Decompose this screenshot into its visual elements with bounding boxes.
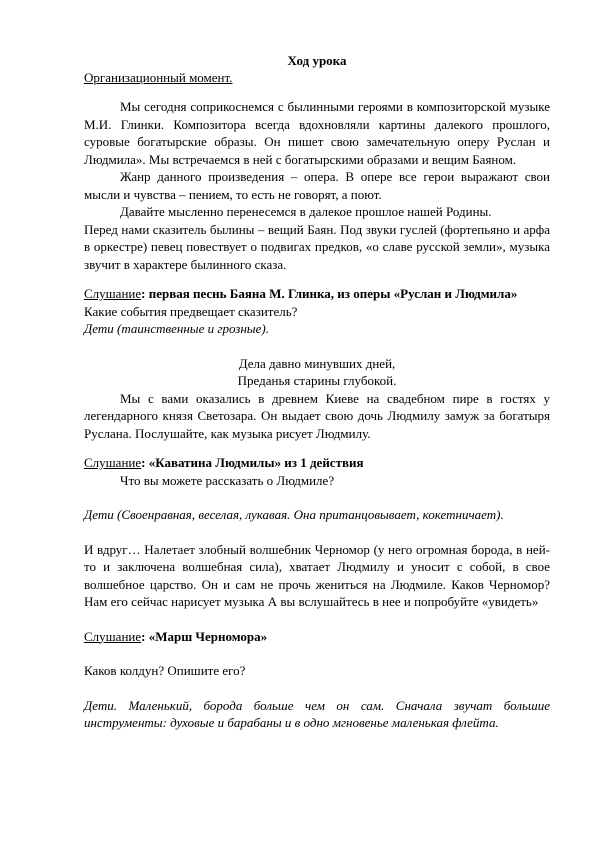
spacer [84,273,550,285]
listening-title: : первая песнь Баяна М. Глинка, из оперы «Руслан и Людмила» [141,286,518,301]
listening-title: : «Марш Черномора» [141,628,268,644]
spacer [84,338,550,355]
answer-2: Дети (Своенравная, веселая, лукавая. Она пританцовывает, кокетничает). [84,507,504,522]
paragraph-kiev: Мы с вами оказались в древнем Киеве на свадебном пире в гостях у легендарного князя Светозара. Он выдает свою дочь Людмилу замуж за богатыря Руслана. Послушайте, как музыка рисует Людмилу. [84,390,550,441]
document-page [84,52,550,732]
spacer [84,442,550,454]
poem-line-1: Дела давно минувших дней, [238,355,396,371]
paragraph-intro: Мы сегодня соприкоснемся с былинными героями в композиторской музыке М.И. Глинки. Композитора всегда вдохновляли картины далекого прошлого, суровые богатырские образы. Он пишет свою замечательную оперу Руслан и Людмила». Мы встречаемся в ней с богатырскими образами и вещим Баяном. [84,99,550,167]
listening-line-3 [84,628,550,646]
answer-1: Дети (таинственные и грозные). [84,321,269,336]
listening-label: Слушание [84,455,142,470]
listening-title: : «Каватина Людмилы» из 1 действия [141,455,364,470]
paragraph-genre: Жанр данного произведения – опера. В опере все герои выражают свои мысли и чувства – пением, то есть не говорят, а поют. [84,169,550,202]
paragraph-homeland-first: Давайте мысленно перенесемся в далекое прошлое нашей Родины. [120,204,492,219]
question-2: Что вы можете рассказать о Людмиле? [120,472,335,488]
listening-label: Слушание [84,286,142,301]
spacer [84,645,550,662]
listening-label: Слушание [84,628,142,644]
question-3: Каков колдун? Опишите его? [84,663,246,678]
section-heading-org: Организационный момент. [84,70,233,85]
spacer [84,611,550,628]
poem-line-2: Преданья старины глубокой. [237,373,397,388]
answer-3: Дети. Маленький, борода больше чем он сам. Сначала звучат большие инструменты: духовые и барабаны и в одно мгновенье маленькая флейта. [84,697,550,730]
paragraph-homeland-rest: Перед нами сказитель былины – вещий Баян. Под звуки гуслей (фортепьяно и арфа в оркестре) певец повествует о подвигах предков, «о славе русской земли», музыка звучит в характере былинного сказа. [84,221,550,272]
question-1: Какие события предвещает сказитель? [84,303,298,319]
spacer [84,524,550,541]
listening-line-2 [84,454,550,472]
spacer [84,489,550,506]
page-title: Ход урока [287,53,347,68]
paragraph-chernomor: И вдруг… Налетает злобный волшебник Черномор (у него огромная борода, в ней-то и заключена волшебная сила), хватает Людмилу и уносит с собой, в свое волшебное царство. Он и сам не прочь жениться на Людмиле. Каков Черномор? Нам его сейчас нарисует музыка А вы вслушайтесь в нее и попробуйте «увидеть» [84,541,550,609]
spacer [84,680,550,697]
listening-line-1 [84,285,550,303]
spacer [84,86,550,98]
